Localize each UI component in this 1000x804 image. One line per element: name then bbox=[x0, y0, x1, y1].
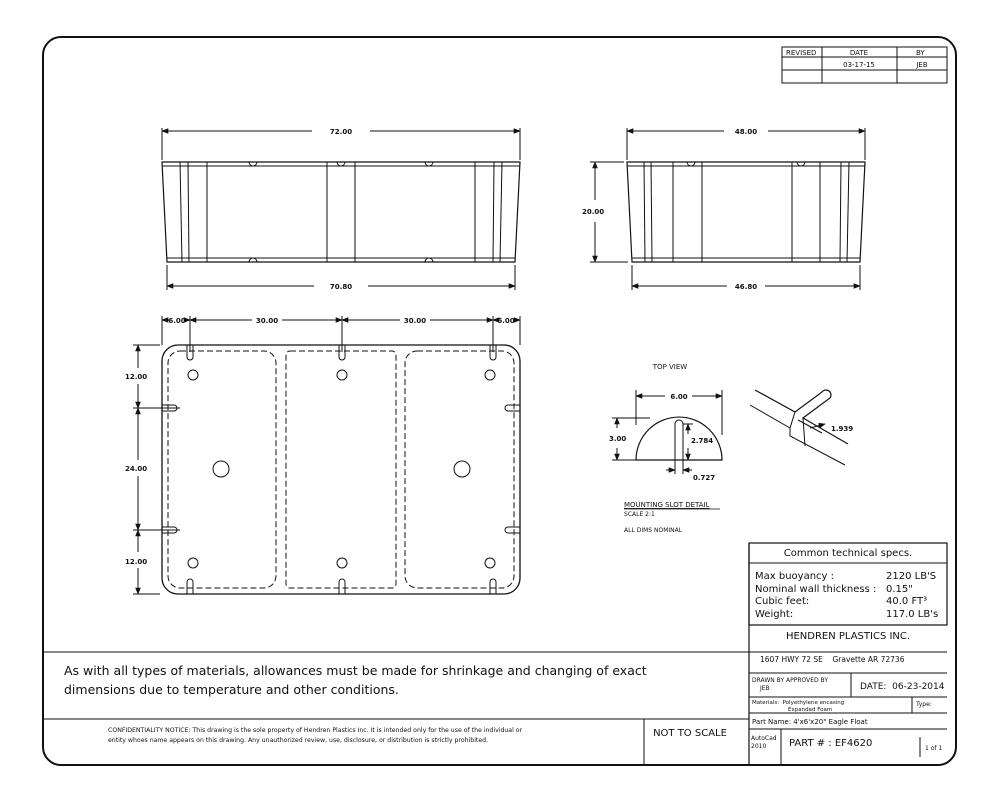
materials-line1: Materials: Polyethylene encasing bbox=[752, 700, 845, 706]
plan-view bbox=[125, 316, 520, 594]
drawn-by: JEB bbox=[760, 685, 770, 692]
slot-detail-scale: SCALE 2:1 bbox=[624, 511, 655, 518]
company-name: HENDREN PLASTICS INC. bbox=[785, 631, 911, 642]
confidentiality-line1: CONFIDENTIALITY NOTICE: This drawing is the sole property of Hendren Plastics Inc. It is intended only for the use of the individual or bbox=[108, 727, 523, 734]
spec-label-weight: Weight: bbox=[755, 609, 794, 620]
short-top-dim: 48.00 bbox=[734, 128, 758, 136]
long-bottom-dim: 70.80 bbox=[329, 283, 353, 291]
drawing-date: DATE: 06-23-2014 bbox=[860, 682, 945, 692]
side-view-long bbox=[162, 128, 520, 291]
plan-dim-30-b: 30.00 bbox=[403, 317, 427, 325]
notes-area bbox=[43, 652, 749, 765]
not-to-scale: NOT TO SCALE bbox=[653, 728, 727, 739]
shrinkage-note-line1: As with all types of materials, allowances must be made for shrinkage and changing of exact bbox=[64, 663, 647, 678]
revision-block bbox=[782, 47, 947, 83]
revision-date: 03-17-15 bbox=[843, 61, 875, 69]
revised-header: REVISED bbox=[786, 49, 817, 57]
slot-height-dim: 3.00 bbox=[609, 435, 627, 443]
short-bottom-dim: 46.80 bbox=[734, 283, 758, 291]
slot-detail-title: MOUNTING SLOT DETAIL bbox=[624, 501, 710, 509]
mounting-slot-detail bbox=[609, 363, 853, 534]
slot-width-small-dim: 0.727 bbox=[693, 474, 716, 482]
slot-width-dim: 6.00 bbox=[670, 393, 688, 401]
long-top-dim: 72.00 bbox=[329, 128, 353, 136]
spec-label-buoyancy: Max buoyancy : bbox=[755, 571, 835, 582]
spec-label-wall: Nominal wall thickness : bbox=[755, 584, 877, 595]
date-header: DATE bbox=[849, 49, 869, 57]
slot-detail-note: ALL DIMS NOMINAL bbox=[624, 527, 683, 534]
company-address: 1607 HWY 72 SE Gravette AR 72736 bbox=[760, 655, 905, 664]
sheet-number: 1 of 1 bbox=[925, 745, 943, 752]
plan-dim-right-6: 6.00 bbox=[497, 317, 515, 325]
spec-value-cubic: 40.0 FT³ bbox=[886, 596, 928, 607]
specs-title: Common technical specs. bbox=[783, 548, 913, 559]
confidentiality-line2: entity whoes name appears on this drawing. Any unauthorized review, use, disclosure, or distribution is strictly prohibited. bbox=[108, 737, 489, 744]
plan-dim-left-6: 6.00 bbox=[168, 317, 186, 325]
short-height-dim: 20.00 bbox=[582, 208, 605, 216]
spec-value-weight: 117.0 LB's bbox=[886, 609, 939, 620]
spec-value-buoyancy: 2120 LB'S bbox=[886, 571, 937, 582]
spec-label-cubic: Cubic feet: bbox=[755, 596, 810, 607]
plan-dim-24: 24.00 bbox=[125, 465, 148, 473]
specs-box bbox=[749, 543, 947, 625]
plan-dim-12-top: 12.00 bbox=[125, 373, 148, 381]
shrinkage-note-line2: dimensions due to temperature and other conditions. bbox=[64, 682, 399, 697]
plan-dim-30-a: 30.00 bbox=[255, 317, 279, 325]
plan-dim-12-bottom: 12.00 bbox=[125, 558, 148, 566]
iso-dim: 1.939 bbox=[831, 425, 854, 433]
slot-depth-dim: 2.784 bbox=[691, 437, 714, 445]
part-name: Part Name: 4'x6'x20" Eagle Float bbox=[752, 718, 868, 726]
software-line2: 2010 bbox=[751, 743, 767, 750]
by-header: BY bbox=[916, 49, 925, 57]
part-number: PART # : EF4620 bbox=[789, 738, 873, 749]
top-view-label: TOP VIEW bbox=[652, 363, 688, 371]
software-line1: AutoCad bbox=[751, 735, 777, 742]
materials-line2: Expanded Foam bbox=[788, 707, 833, 713]
drawn-by-label: DRAWN BY APPROVED BY bbox=[752, 677, 829, 684]
side-view-short bbox=[582, 128, 865, 291]
type-label: Type: bbox=[916, 701, 932, 708]
revision-by: JEB bbox=[916, 61, 928, 69]
spec-value-wall: 0.15" bbox=[886, 584, 913, 595]
